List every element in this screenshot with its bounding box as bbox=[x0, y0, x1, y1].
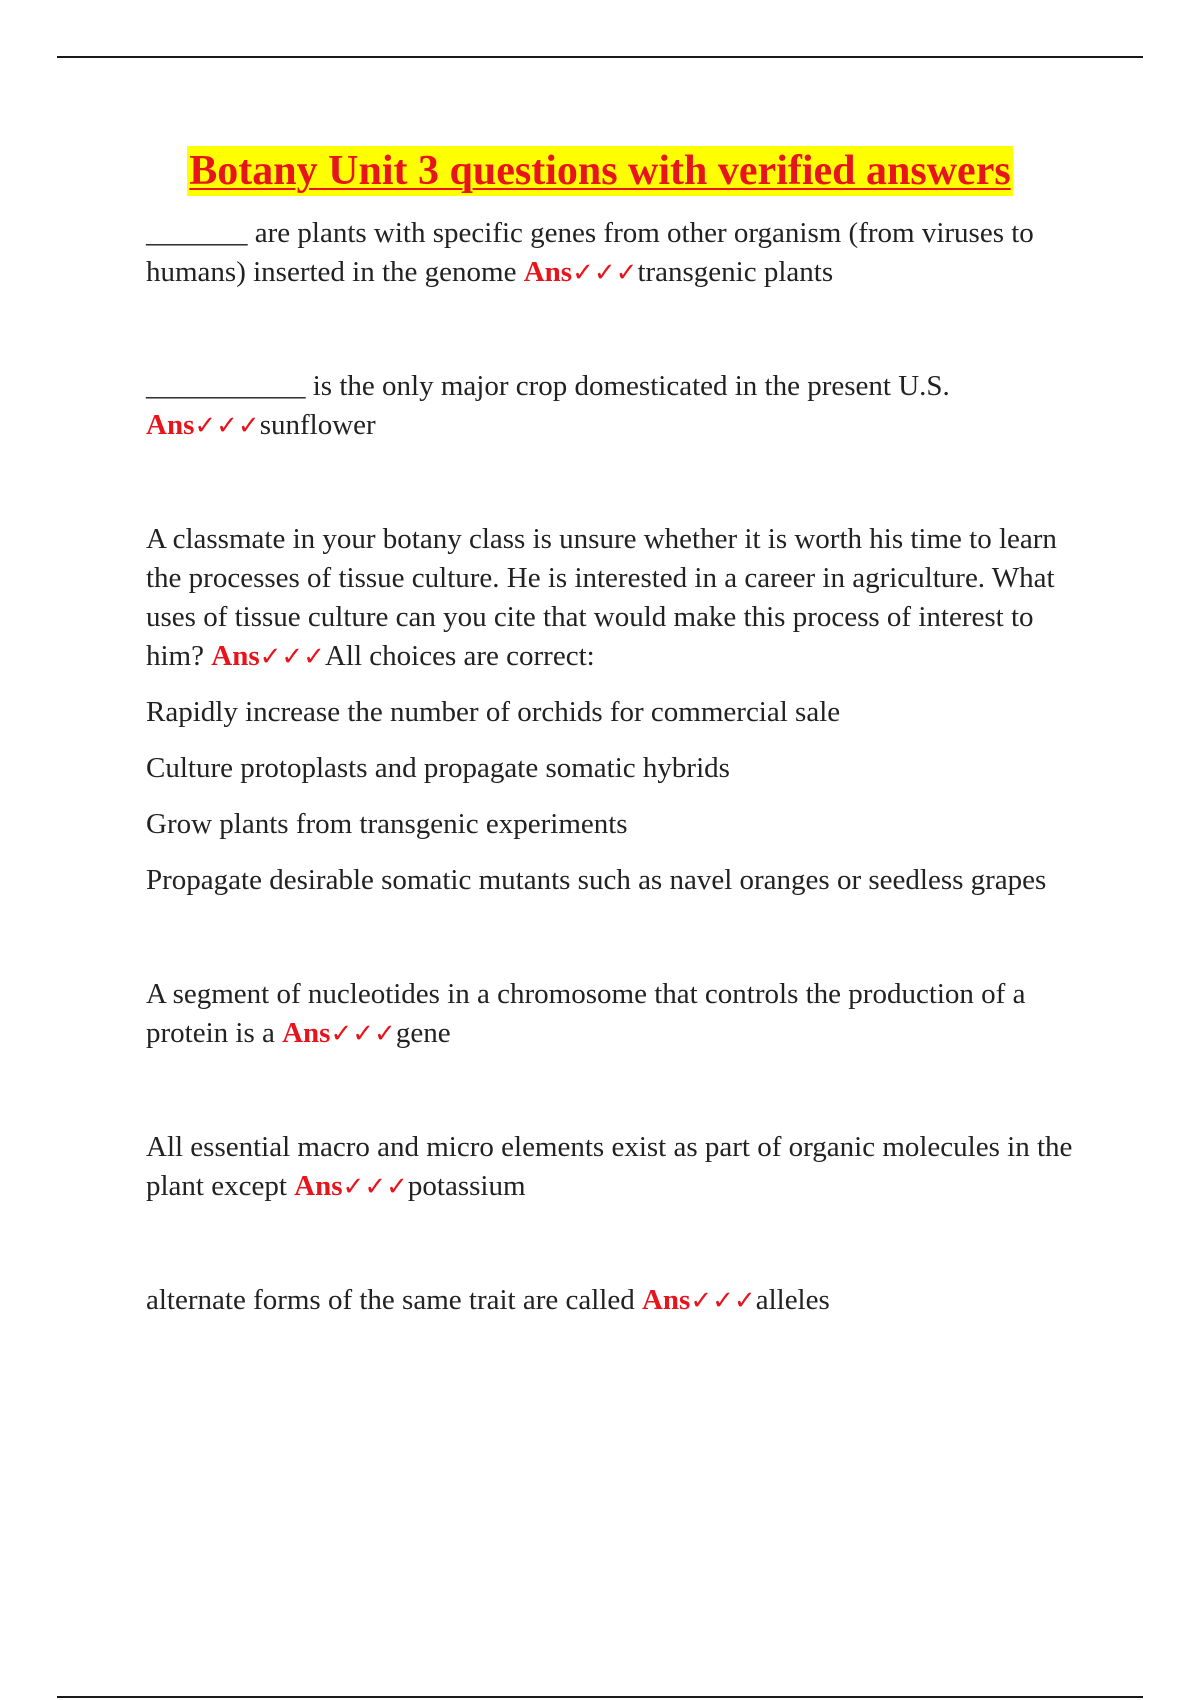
question-4 bbox=[146, 975, 1096, 1053]
question-1 bbox=[146, 214, 1096, 292]
answer-label: Ans bbox=[211, 640, 260, 672]
question-text: A classmate in your botany class is unsure whether it is worth his time to learn the processes of tissue culture. He is interested in a career in agriculture. What uses of tissue culture can you cite that would make this process of interest to him? bbox=[146, 523, 1057, 672]
answer-label: Ans bbox=[523, 256, 573, 288]
answer-choice: Culture protoplasts and propagate somatic hybrids bbox=[146, 752, 730, 784]
question-text: alternate forms of the same trait are called bbox=[146, 1284, 642, 1316]
answer-text: gene bbox=[395, 1017, 451, 1049]
check-marks: ✓✓✓ bbox=[330, 1019, 396, 1048]
answer-choice: Rapidly increase the number of orchids for commercial sale bbox=[146, 696, 841, 728]
question-text: A segment of nucleotides in a chromosome that controls the production of a protein is a bbox=[146, 978, 1026, 1049]
answer-text: potassium bbox=[407, 1170, 526, 1202]
answer-text: transgenic plants bbox=[637, 256, 834, 288]
answer-choice: Grow plants from transgenic experiments bbox=[146, 808, 628, 840]
answer-label: Ans bbox=[146, 409, 195, 441]
answer-label: Ans bbox=[294, 1170, 343, 1202]
check-marks: ✓✓✓ bbox=[572, 258, 638, 287]
question-text: ___________ is the only major crop domesticated in the present U.S. bbox=[146, 370, 950, 402]
question-2 bbox=[146, 367, 1096, 445]
answer-label: Ans bbox=[641, 1284, 691, 1316]
page-title: Botany Unit 3 questions with verified answers bbox=[189, 148, 1011, 194]
question-list bbox=[146, 214, 1096, 1395]
question-3 bbox=[146, 520, 1096, 676]
answer-label: Ans bbox=[282, 1017, 331, 1049]
title-block bbox=[0, 146, 1200, 196]
answer-choice: Propagate desirable somatic mutants such as navel oranges or seedless grapes bbox=[146, 864, 1047, 896]
question-text: _______ are plants with specific genes from other organism (from viruses to humans) inserted in the genome bbox=[146, 217, 1034, 288]
question-6 bbox=[146, 1281, 1096, 1320]
check-marks: ✓✓✓ bbox=[342, 1172, 408, 1201]
answer-text: sunflower bbox=[259, 409, 376, 441]
answer-text: All choices are correct: bbox=[324, 640, 595, 672]
bottom-rule bbox=[57, 1696, 1143, 1698]
question-5 bbox=[146, 1128, 1096, 1206]
question-text: All essential macro and micro elements exist as part of organic molecules in the plant except bbox=[146, 1131, 1073, 1202]
answer-text: alleles bbox=[755, 1284, 830, 1316]
check-marks: ✓✓✓ bbox=[194, 411, 260, 440]
check-marks: ✓✓✓ bbox=[690, 1286, 756, 1315]
check-marks: ✓✓✓ bbox=[259, 642, 325, 671]
top-rule bbox=[57, 56, 1143, 58]
